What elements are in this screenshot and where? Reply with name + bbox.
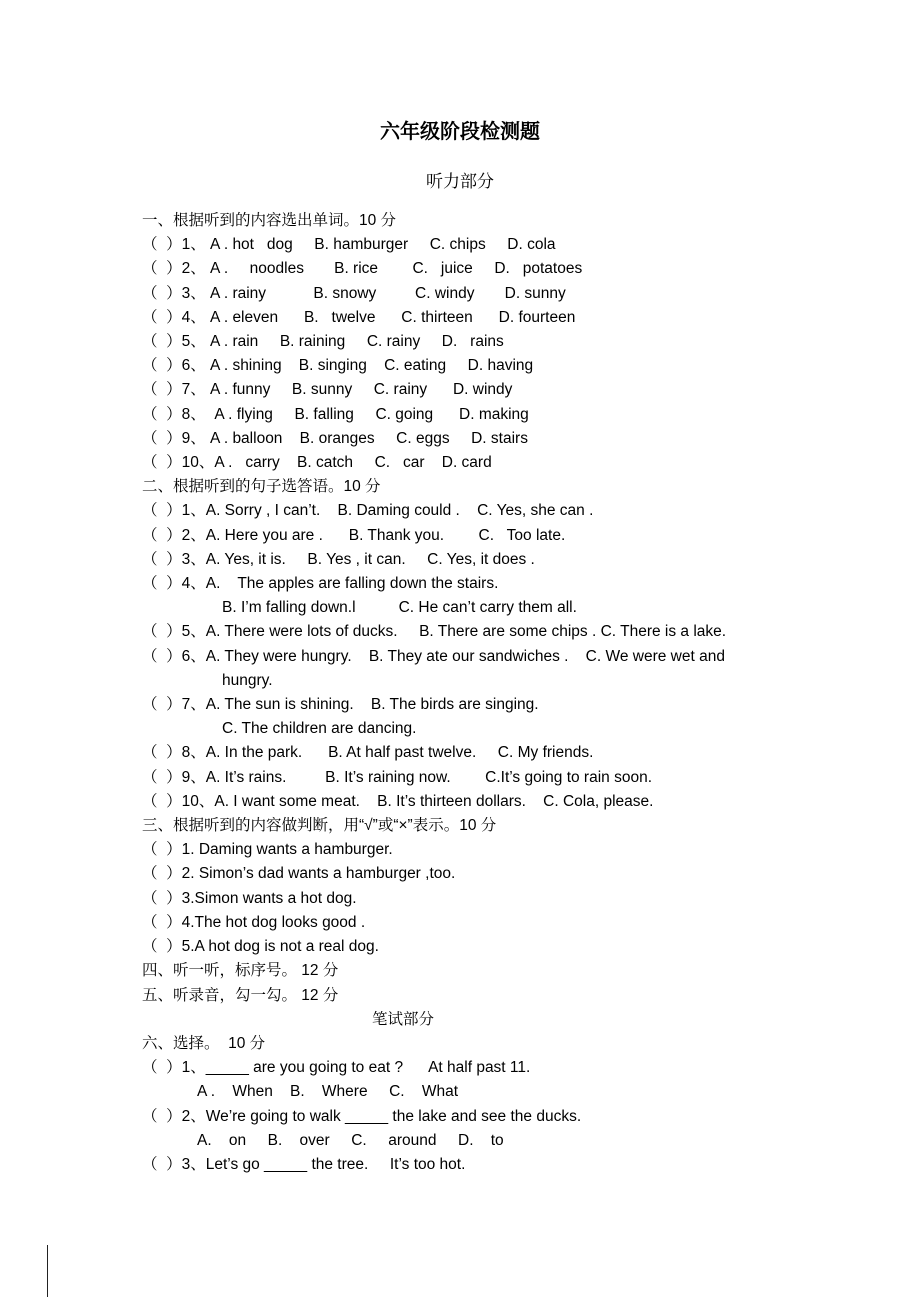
s6-item-1-options: A . When B. Where C. What [197,1083,458,1101]
document-body [0,209,920,1177]
s1-item-7: （ ）7、 A . funny B. sunny C. rainy D. windy [142,381,513,399]
s3-item-2: （ ）2. Simon’s dad wants a hamburger ,too. [142,865,456,883]
s1-item-2: （ ）2、 A . noodles B. rice C. juice D. potatoes [142,260,583,278]
s2-item-7: （ ）7、A. The sun is shining. B. The birds are singing. [142,696,539,714]
s2-item-6: （ ）6、A. They were hungry. B. They ate our sandwiches . C. We were wet and [142,647,725,665]
s2-item-5: （ ）5、A. There were lots of ducks. B. There are some chips . C. There is a lake. [142,623,727,641]
s6-item-2: （ ）2、We’re going to walk _____ the lake and see the ducks. [142,1107,582,1125]
s1-item-8: （ ）8、 A . flying B. falling C. going D. making [142,405,529,423]
s1-item-6: （ ）6、 A . shining B. singing C. eating D. having [142,357,534,375]
s2-item-10: （ ）10、A. I want some meat. B. It’s thirteen dollars. C. Cola, please. [142,792,654,810]
s2-item-6-continuation: hungry. [222,671,273,689]
s2-item-4: （ ）4、A. The apples are falling down the stairs. [142,575,499,593]
section3-heading: 三、根据听到的内容做判断，用“√”或“×”表示。10 分 [142,817,497,835]
written-part-header: 笔试部分 [372,1010,435,1028]
s2-item-7-continuation: C. The children are dancing. [222,720,417,738]
s3-item-4: （ ）4.The hot dog looks good . [142,913,366,931]
section2-heading: 二、根据听到的句子选答语。10 分 [142,478,381,496]
s1-item-4: （ ）4、 A . eleven B. twelve C. thirteen D. fourteen [142,308,576,326]
section4-heading: 四、听一听，标序号。 12 分 [142,962,339,980]
s6-item-1: （ ）1、_____ are you going to eat ? At half past 11. [142,1059,531,1077]
s2-item-8: （ ）8、A. In the park. B. At half past twelve. C. My friends. [142,744,594,762]
section6-heading: 六、选择。 10 分 [142,1034,266,1052]
s3-item-1: （ ）1. Daming wants a hamburger. [142,841,393,859]
s2-item-4-continuation: B. I’m falling down.l C. He can’t carry them all. [222,599,577,617]
s1-item-5: （ ）5、 A . rain B. raining C. rainy D. rains [142,333,504,351]
s2-item-2: （ ）2、A. Here you are . B. Thank you. C. Too late. [142,526,566,544]
s2-item-9: （ ）9、A. It’s rains. B. It’s raining now. C.It’s going to rain soon. [142,768,653,786]
page-edge-vertical-line [47,1245,48,1297]
s1-item-10: （ ）10、A . carry B. catch C. car D. card [142,454,492,472]
s1-item-3: （ ）3、 A . rainy B. snowy C. windy D. sunny [142,284,566,302]
s6-item-2-options: A. on B. over C. around D. to [197,1131,504,1149]
s1-item-9: （ ）9、 A . balloon B. oranges C. eggs D. stairs [142,429,528,447]
section1-heading: 一、根据听到的内容选出单词。10 分 [142,212,397,229]
s1-item-1: （ ）1、 A . hot dog B. hamburger C. chips D. cola [142,236,556,254]
s3-item-5: （ ）5.A hot dog is not a real dog. [142,938,379,956]
listening-part-header: 听力部分 [426,172,494,191]
s2-item-3: （ ）3、A. Yes, it is. B. Yes , it can. C. Yes, it does . [142,550,535,568]
section5-heading: 五、听录音，勾一勾。 12 分 [142,986,339,1004]
s2-item-1: （ ）1、A. Sorry , I can’t. B. Daming could . C. Yes, she can . [142,502,594,520]
s3-item-3: （ ）3.Simon wants a hot dog. [142,889,357,907]
document-title: 六年级阶段检测题 [380,121,540,143]
s6-item-3: （ ）3、Let’s go _____ the tree. It’s too hot. [142,1155,466,1173]
